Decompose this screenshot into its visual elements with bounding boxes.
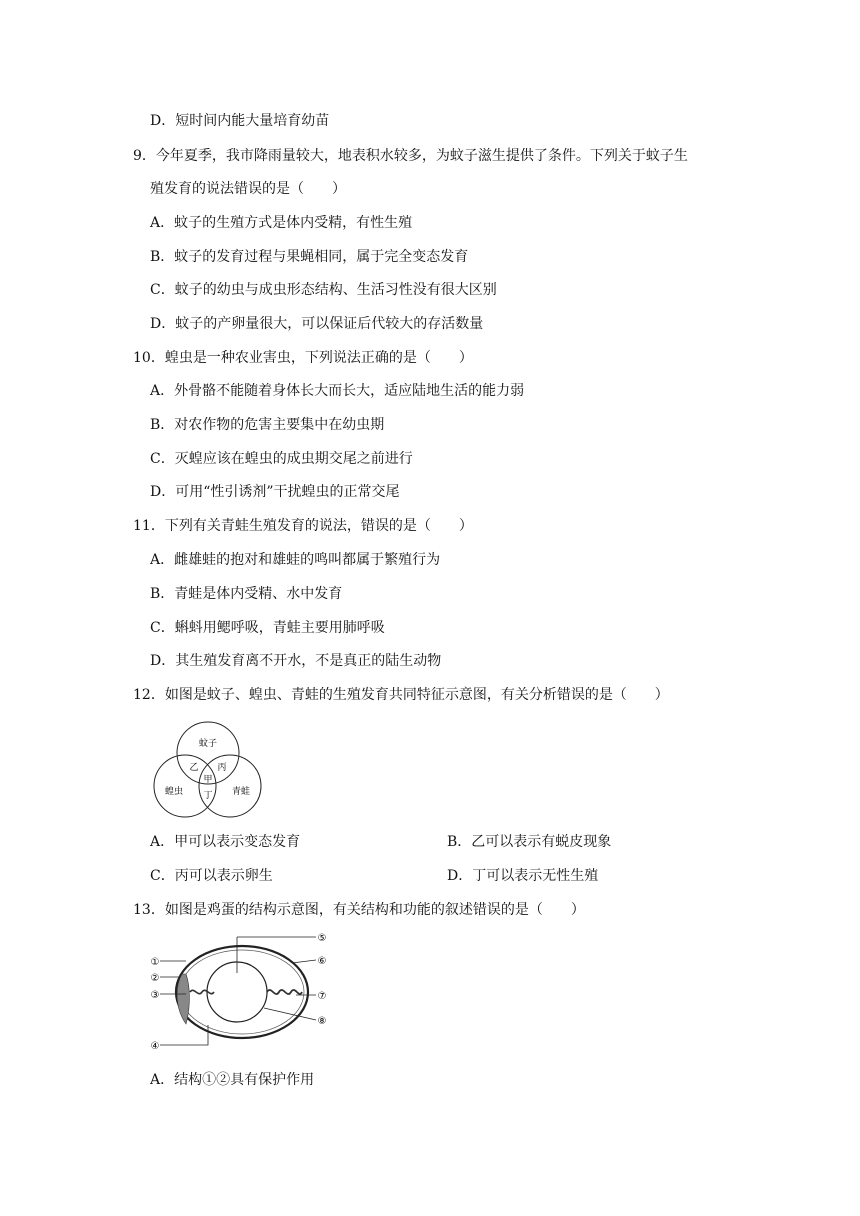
venn-label-top: 蚊子: [198, 739, 218, 749]
venn-region-bing: 丙: [217, 763, 227, 773]
q13-stem: 13．如图是鸡蛋的结构示意图，有关结构和功能的叙述错误的是（ ）: [133, 902, 585, 918]
venn-region-yi: 乙: [189, 763, 199, 773]
venn-label-left: 蝗虫: [164, 787, 184, 797]
q11-option-b: B．青蛙是体内受精、水中发育: [150, 586, 343, 602]
egg-label-8: ⑧: [317, 1016, 327, 1027]
egg-label-4: ④: [150, 1041, 160, 1052]
q9-stem-cont: 殖发育的说法错误的是（ ）: [150, 181, 346, 197]
q10-stem: 10．蝗虫是一种农业害虫，下列说法正确的是（ ）: [133, 350, 473, 366]
egg-label-2: ②: [150, 973, 160, 984]
q12-option-d: D．丁可以表示无性生殖: [447, 868, 599, 884]
q12-stem: 12．如图是蚊子、蝗虫、青蛙的生殖发育共同特征示意图，有关分析错误的是（ ）: [133, 687, 669, 703]
egg-label-1: ①: [150, 957, 160, 968]
q12-option-b: B．乙可以表示有蜕皮现象: [447, 834, 612, 850]
q9-option-a: A．蚊子的生殖方式是体内受精，有性生殖: [150, 215, 413, 231]
q9-stem: 9．今年夏季，我市降雨量较大，地表积水较多，为蚊子滋生提供了条件。下列关于蚊子生: [133, 148, 688, 164]
q13-option-a: A．结构①②具有保护作用: [150, 1072, 315, 1088]
q10-option-b: B．对农作物的危害主要集中在幼虫期: [150, 417, 385, 433]
q10-option-c: C．灭蝗应该在蝗虫的成虫期交尾之前进行: [150, 451, 413, 467]
q11-stem: 11．下列有关青蛙生殖发育的说法，错误的是（ ）: [133, 518, 473, 534]
venn-label-right: 青蛙: [231, 787, 251, 797]
q10-option-d: D．可用“性引诱剂”干扰蝗虫的正常交尾: [150, 484, 400, 500]
venn-diagram: [148, 720, 268, 820]
venn-region-jia: 甲: [203, 775, 213, 785]
q12-option-c: C．丙可以表示卵生: [150, 868, 273, 884]
q11-option-c: C．蝌蚪用鳃呼吸，青蛙主要用肺呼吸: [150, 620, 385, 636]
egg-label-6: ⑥: [317, 956, 327, 967]
q12-option-a: A．甲可以表示变态发育: [150, 834, 301, 850]
venn-region-ding: 丁: [203, 791, 213, 801]
egg-label-3: ③: [150, 990, 160, 1001]
q10-option-a: A．外骨骼不能随着身体长大而长大，适应陆地生活的能力弱: [150, 383, 525, 399]
egg-label-7: ⑦: [317, 991, 327, 1002]
q11-option-d: D．其生殖发育离不开水，不是真正的陆生动物: [150, 653, 442, 669]
egg-structure-diagram: [146, 930, 346, 1058]
q8-option-d: D．短时间内能大量培育幼苗: [150, 113, 330, 129]
q9-option-b: B．蚊子的发育过程与果蝇相同，属于完全变态发育: [150, 249, 469, 265]
q11-option-a: A．雌雄蛙的抱对和雄蛙的鸣叫都属于繁殖行为: [150, 552, 441, 568]
egg-label-5: ⑤: [317, 933, 327, 944]
q9-option-c: C．蚊子的幼虫与成虫形态结构、生活习性没有很大区别: [150, 282, 497, 298]
q9-option-d: D．蚊子的产卵量很大，可以保证后代较大的存活数量: [150, 316, 484, 332]
